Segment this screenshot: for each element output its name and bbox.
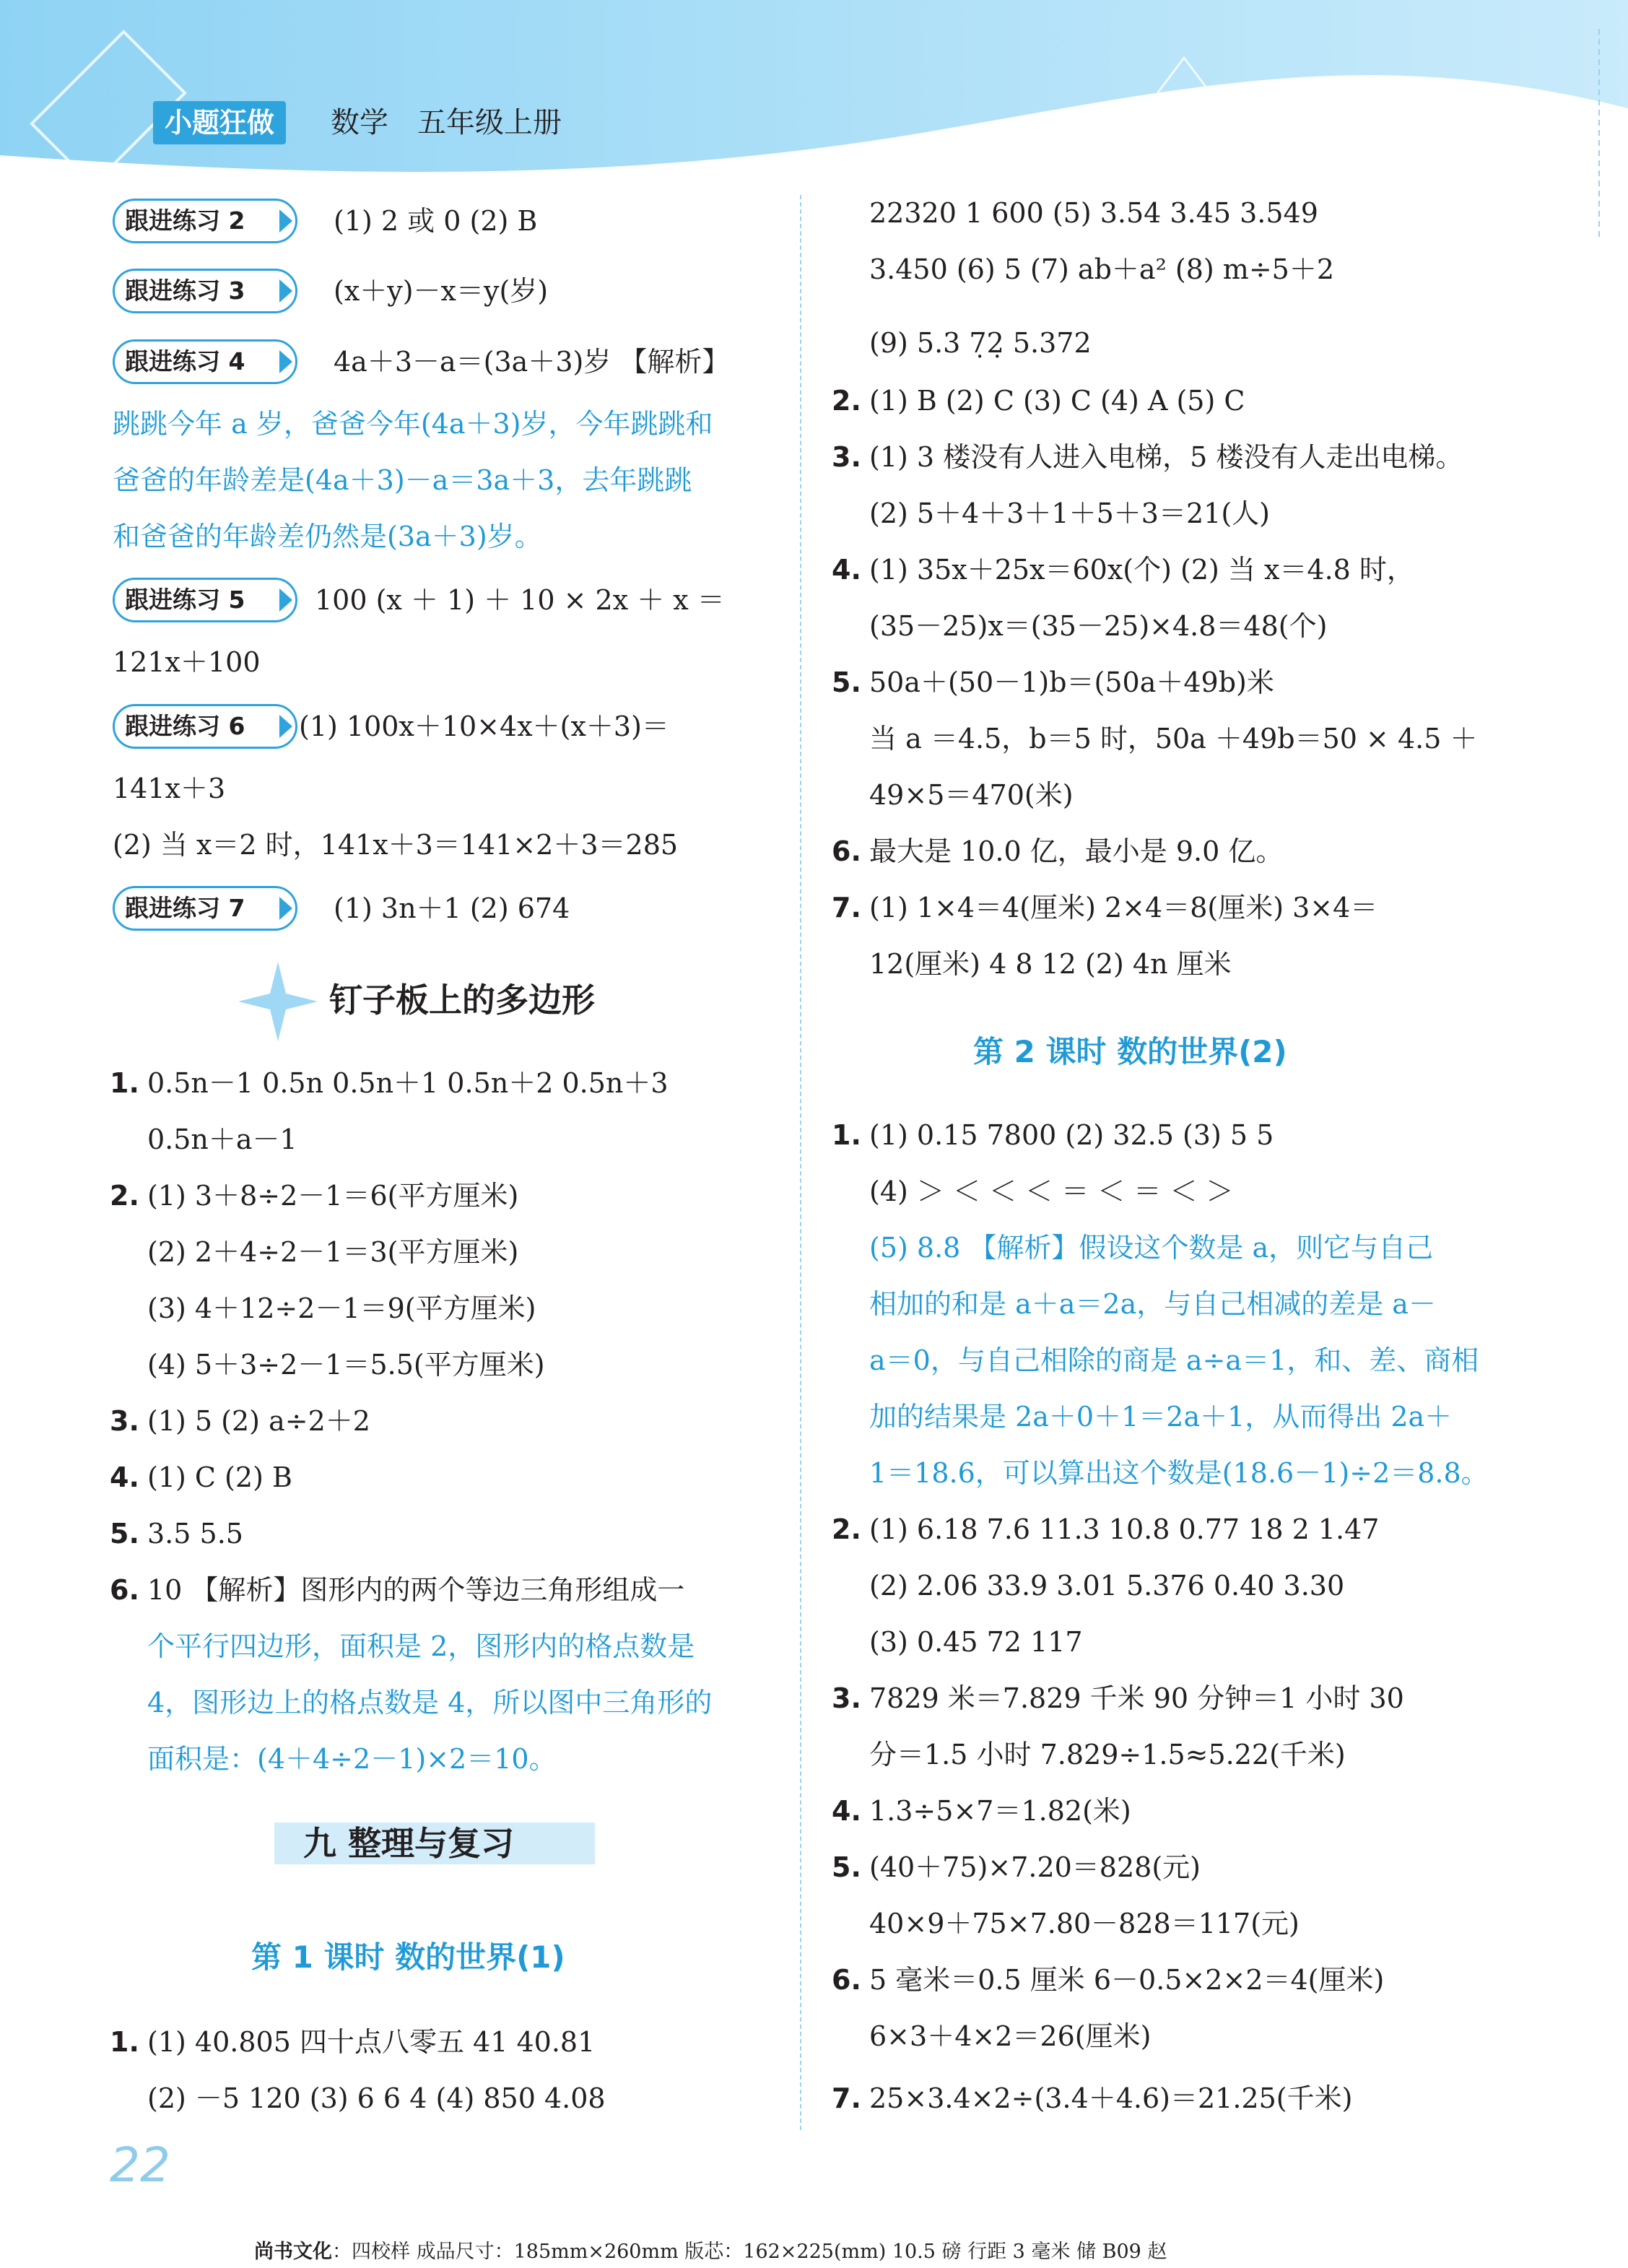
lesson1-q2: 2. (1) B (2) C (3) C (4) A (5) C	[832, 385, 1245, 417]
lesson2-q6-b: 6×3＋4×2＝26(厘米)	[869, 2020, 1152, 2052]
section-title-nail-board: 钉子板上的多边形	[329, 981, 595, 1020]
lesson1-q4: 4. (1) 35x＋25x＝60x(个) (2) 当 x＝4.8 时，	[832, 554, 1414, 586]
lesson2-q1-b: (4) ＞ ＜ ＜ ＜ ＝ ＜ ＝ ＜ ＞	[869, 1176, 1234, 1207]
lesson1-q5-c: 49×5＝470(米)	[869, 779, 1074, 811]
unit-title: 九 整理与复习	[303, 1824, 515, 1863]
lesson2-q1-explanation-4: 1＝18.6，可以算出这个数是(18.6－1)÷2＝8.8。	[869, 1457, 1489, 1489]
nail-q6-explanation-1: 个平行四边形，面积是 2，图形内的格点数是	[147, 1630, 695, 1662]
practice-3-answer: (x＋y)－x＝y(岁)	[334, 275, 549, 307]
lesson1-q1-cont: (2) －5 120 (3) 6 6 4 (4) 850 4.08	[147, 2082, 606, 2114]
nail-q3: 3. (1) 5 (2) a÷2＋2	[110, 1405, 370, 1437]
lesson1-q7-b: 12(厘米) 4 8 12 (2) 4n 厘米	[869, 948, 1232, 980]
practice-4-explanation-1: 跳跳今年 a 岁，爸爸今年(4a＋3)岁，今年跳跳和	[113, 408, 713, 440]
lesson2-q5-b: 40×9＋75×7.80－828＝117(元)	[869, 1908, 1300, 1939]
practice-6-answer-part2: (2) 当 x＝2 时，141x＋3＝141×2＋3＝285	[113, 829, 679, 861]
lesson1-q5-b: 当 a ＝4.5，b＝5 时，50a ＋49b＝50 × 4.5 ＋	[869, 723, 1478, 755]
sparkle-icon	[238, 962, 318, 1041]
lesson1-q1-right-3: (9) 5.3 7̣2̣ 5.372	[869, 327, 1092, 359]
lesson1-q7: 7. (1) 1×4＝4(厘米) 2×4＝8(厘米) 3×4＝	[832, 892, 1378, 924]
page-number: 22	[110, 2137, 170, 2193]
practice-5-answer-cont: 121x＋100	[113, 646, 261, 678]
lesson2-q2-c: (3) 0.45 72 117	[869, 1626, 1083, 1658]
nail-q2-b: (2) 2＋4÷2－1＝3(平方厘米)	[147, 1236, 519, 1268]
practice-7-answer: (1) 3n＋1 (2) 674	[334, 892, 570, 924]
practice-6-answer-cont: 141x＋3	[113, 773, 226, 804]
practice-4-answer: 4a＋3－a＝(3a＋3)岁 【解析】	[334, 346, 730, 378]
subject-label: 数学	[331, 106, 388, 139]
practice-5-answer: 100 (x ＋ 1) ＋ 10 × 2x ＋ x ＝	[315, 584, 725, 616]
nail-q5: 5. 3.5 5.5	[110, 1518, 243, 1550]
lesson1-q1-right-2: 3.450 (6) 5 (7) ab＋a² (8) m÷5＋2	[869, 253, 1335, 285]
lesson2-q6: 6. 5 毫米＝0.5 厘米 6－0.5×2×2＝4(厘米)	[832, 1964, 1385, 1996]
lesson2-q1-explanation-2: a＝0，与自己相除的商是 a÷a＝1，和、差、商相	[869, 1344, 1479, 1376]
nail-q1: 1. 0.5n－1 0.5n 0.5n＋1 0.5n＋2 0.5n＋3	[110, 1067, 669, 1099]
lesson2-q4: 4. 1.3÷5×7＝1.82(米)	[832, 1795, 1131, 1827]
lesson2-q3: 3. 7829 米＝7.829 千米 90 分钟＝1 小时 30	[832, 1682, 1404, 1714]
nail-q2: 2. (1) 3＋8÷2－1＝6(平方厘米)	[110, 1180, 519, 1212]
grade-label: 五年级上册	[417, 106, 562, 139]
nail-q6-explanation-2: 4，图形边上的格点数是 4，所以图中三角形的	[147, 1687, 713, 1719]
practice-tag-5: 跟进练习 5	[113, 578, 297, 622]
lesson2-q5: 5. (40＋75)×7.20＝828(元)	[832, 1851, 1201, 1883]
practice-tag-2: 跟进练习 2	[113, 199, 297, 243]
lesson2-q1-explanation-3: 加的结果是 2a＋0＋1＝2a＋1，从而得出 2a＋	[869, 1401, 1453, 1433]
lesson2-q1-c: (5) 8.8 【解析】假设这个数是 a，则它与自己	[869, 1232, 1434, 1264]
lesson1-q6: 6. 最大是 10.0 亿，最小是 9.0 亿。	[832, 835, 1284, 867]
lesson1-q1-right-1: 22320 1 600 (5) 3.54 3.45 3.549	[869, 197, 1318, 229]
lesson1-q5: 5. 50a＋(50－1)b＝(50a＋49b)米	[832, 666, 1274, 698]
nail-q6: 6. 10 【解析】图形内的两个等边三角形组成一	[110, 1574, 685, 1606]
lesson1-q3-b: (2) 5＋4＋3＋1＋5＋3＝21(人)	[869, 498, 1270, 529]
nail-q4: 4. (1) C (2) B	[110, 1461, 292, 1493]
practice-4-explanation-3: 和爸爸的年龄差仍然是(3a＋3)岁。	[113, 521, 542, 552]
practice-4-explanation-2: 爸爸的年龄差是(4a＋3)－a＝3a＋3，去年跳跳	[113, 464, 692, 496]
lesson2-q7: 7. 25×3.4×2÷(3.4＋4.6)＝21.25(千米)	[832, 2082, 1353, 2114]
practice-tag-4: 跟进练习 4	[113, 339, 297, 384]
nail-q1-cont: 0.5n＋a－1	[147, 1124, 297, 1155]
print-footer: 尚书文化：四校样 成品尺寸：185mm×260mm 版芯：162×225(mm) 10.5 磅 行距 3 毫米 储 B09 赵	[254, 2241, 1167, 2263]
lesson-1-title: 第 1 课时 数的世界(1)	[251, 1939, 565, 1975]
lesson2-q1: 1. (1) 0.15 7800 (2) 32.5 (3) 5 5	[832, 1119, 1274, 1151]
lesson1-q3: 3. (1) 3 楼没有人进入电梯，5 楼没有人走出电梯。	[832, 441, 1463, 473]
nail-q2-c: (3) 4＋12÷2－1＝9(平方厘米)	[147, 1292, 536, 1324]
nail-q2-d: (4) 5＋3÷2－1＝5.5(平方厘米)	[147, 1349, 545, 1381]
lesson2-q2: 2. (1) 6.18 7.6 11.3 10.8 0.77 18 2 1.47	[832, 1513, 1380, 1545]
series-badge: 小题狂做	[153, 101, 286, 144]
practice-6-answer: (1) 100x＋10×4x＋(x＋3)＝	[299, 711, 669, 742]
practice-2-answer: (1) 2 或 0 (2) B	[334, 205, 538, 237]
practice-tag-3: 跟进练习 3	[113, 269, 297, 313]
lesson-2-title: 第 2 课时 数的世界(2)	[973, 1034, 1287, 1069]
lesson2-q2-b: (2) 2.06 33.9 3.01 5.376 0.40 3.30	[869, 1570, 1345, 1602]
column-divider	[800, 195, 801, 2130]
lesson1-q4-b: (35－25)x＝(35－25)×4.8＝48(个)	[869, 610, 1328, 642]
lesson2-q1-explanation-1: 相加的和是 a＋a＝2a，与自己相减的差是 a－	[869, 1288, 1436, 1320]
practice-tag-6: 跟进练习 6	[113, 704, 297, 749]
practice-tag-7: 跟进练习 7	[113, 886, 297, 931]
lesson1-q1: 1. (1) 40.805 四十点八零五 41 40.81	[110, 2026, 596, 2058]
nail-q6-explanation-3: 面积是：(4＋4÷2－1)×2＝10。	[147, 1743, 557, 1775]
lesson2-q3-b: 分＝1.5 小时 7.829÷1.5≈5.22(千米)	[869, 1739, 1346, 1770]
